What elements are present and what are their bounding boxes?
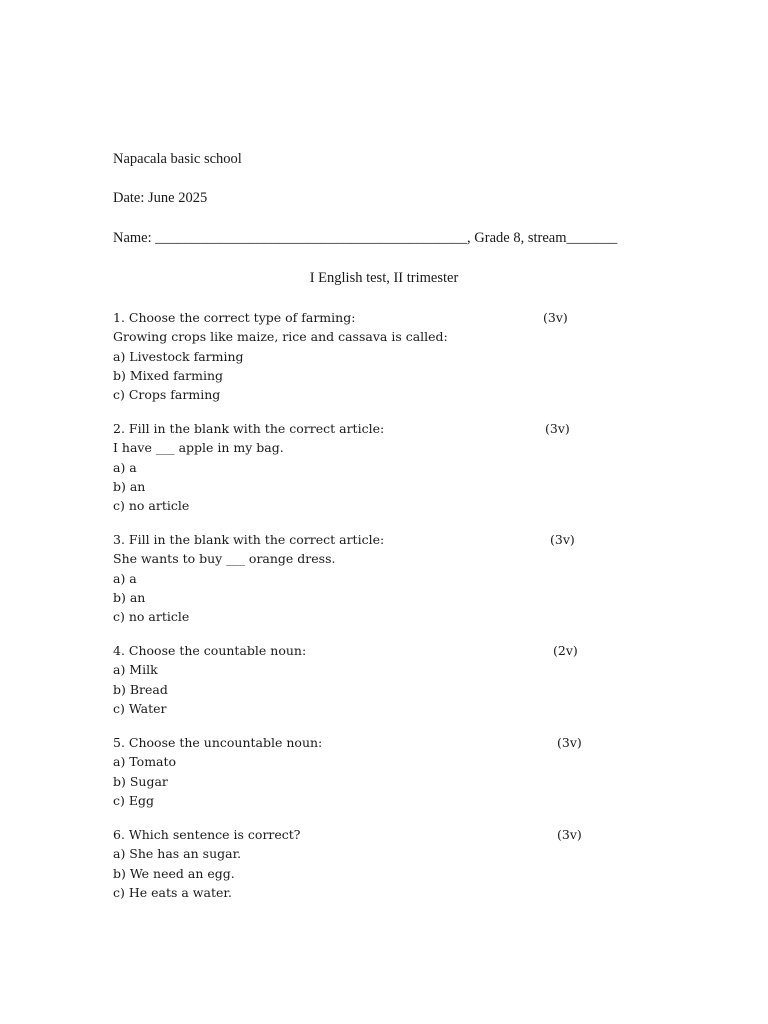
test-title: I English test, II trimester xyxy=(309,270,459,286)
answer-option: c) Water xyxy=(113,700,167,716)
question-3 xyxy=(113,530,593,626)
answer-option: b) Sugar xyxy=(113,773,168,789)
question-1-points: (3v) xyxy=(543,310,568,325)
question-1 xyxy=(113,308,593,404)
answer-option: b) an xyxy=(113,589,146,605)
question-5 xyxy=(113,733,593,810)
answer-option: b) an xyxy=(113,478,146,494)
test-date: Date: June 2025 xyxy=(113,190,208,206)
question-stem: Growing crops like maize, rice and cassava is called: xyxy=(113,329,448,345)
question-prompt: 1. Choose the correct type of farming: xyxy=(113,310,356,325)
answer-option: a) a xyxy=(113,459,137,475)
question-prompt: 4. Choose the countable noun: xyxy=(113,643,307,658)
question-4 xyxy=(113,641,593,718)
answer-option: b) Mixed farming xyxy=(113,367,224,383)
answer-option: c) Crops farming xyxy=(113,387,221,403)
answer-option: c) He eats a water. xyxy=(113,884,232,900)
question-prompt: 6. Which sentence is correct? xyxy=(113,827,301,842)
answer-option: a) Milk xyxy=(113,662,158,678)
answer-option: a) She has an sugar. xyxy=(113,846,242,862)
answer-option: c) no article xyxy=(113,498,190,514)
answer-option: a) Livestock farming xyxy=(113,348,244,364)
answer-option: b) Bread xyxy=(113,681,168,697)
question-stem: She wants to buy ___ orange dress. xyxy=(113,551,336,567)
question-stem: I have ___ apple in my bag. xyxy=(113,440,284,456)
answer-option: a) Tomato xyxy=(113,754,177,770)
student-name-line: Name: ___________________________________________, Grade 8, stream_______ xyxy=(113,230,618,246)
question-prompt: 2. Fill in the blank with the correct article: xyxy=(113,421,385,436)
question-4-points: (2v) xyxy=(553,643,578,658)
question-prompt: 5. Choose the uncountable noun: xyxy=(113,735,323,750)
answer-option: b) We need an egg. xyxy=(113,865,235,881)
question-2-points: (3v) xyxy=(545,421,570,436)
question-6 xyxy=(113,825,593,902)
question-2 xyxy=(113,419,593,515)
question-prompt: 3. Fill in the blank with the correct article: xyxy=(113,532,385,547)
question-6-points: (3v) xyxy=(557,827,582,842)
question-5-points: (3v) xyxy=(557,735,582,750)
question-3-points: (3v) xyxy=(550,532,575,547)
answer-option: c) Egg xyxy=(113,792,154,808)
school-name: Napacala basic school xyxy=(113,151,242,167)
answer-option: c) no article xyxy=(113,609,190,625)
answer-option: a) a xyxy=(113,570,137,586)
